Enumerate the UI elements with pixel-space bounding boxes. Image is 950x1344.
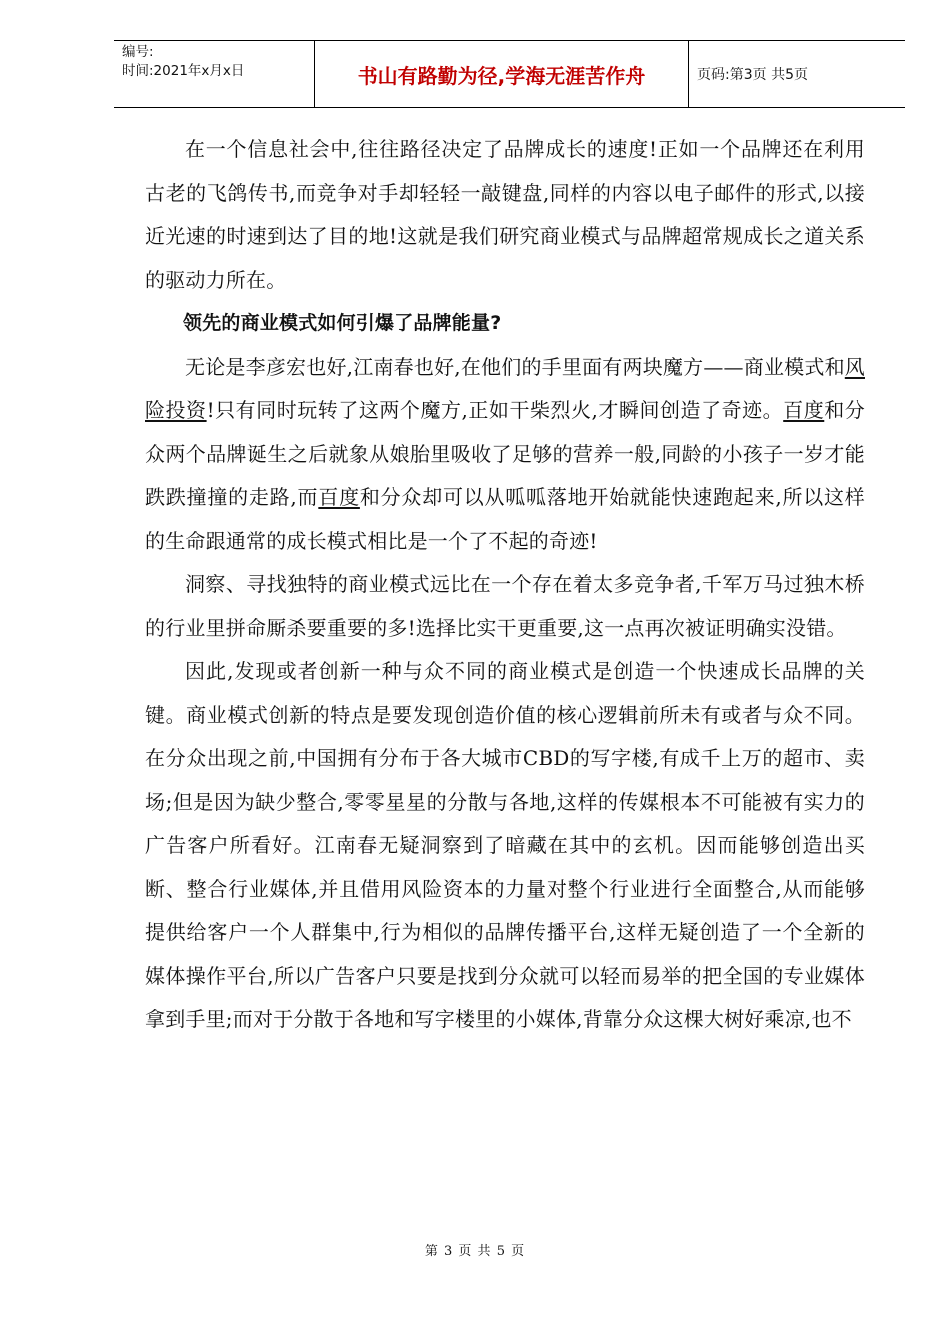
link-venture-capital[interactable]: 风险投资 (145, 354, 865, 422)
paragraph-2-text-b: !只有同时玩转了这两个魔方,正如干柴烈火,才瞬间创造了奇迹。 (206, 398, 784, 422)
paragraph-2-text-d: 和分众却可以从呱呱落地开始就能快速跑起来,所以这样的生命跟通常的成长模式相比是一个了不起的奇迹! (145, 485, 865, 553)
footer-page-number: 第 3 页 共 5 页 (424, 1244, 526, 1259)
section-heading: 领先的商业模式如何引爆了品牌能量? (183, 312, 502, 334)
page-footer (0, 1240, 950, 1259)
motto-text: 书山有路勤为径,学海无涯苦作舟 (357, 63, 646, 88)
document-body (145, 128, 865, 1042)
header-info-cell (114, 41, 315, 107)
paragraph-1: 在一个信息社会中,往往路径决定了品牌成长的速度!正如一个品牌还在利用古老的飞鸽传书,而竞争对手却轻轻一敲键盘,同样的内容以电子邮件的形式,以接近光速的时速到达了目的地!这就是我们研究商业模式与品牌超常规成长之道关系的驱动力所在。 (145, 137, 865, 292)
page-label: 页码:第3页 共5页 (697, 67, 808, 83)
header-motto-cell (315, 41, 689, 107)
paragraph-2-text-c: 和分众两个品牌诞生之后就象从娘胎里吸收了足够的营养一般,同龄的小孩子一岁才能跌跌撞撞的走路,而 (145, 398, 865, 509)
header-page-cell (689, 41, 905, 107)
number-label: 编号: (122, 44, 154, 60)
paragraph-2 (145, 346, 865, 564)
time-label: 时间:2021年x月x日 (122, 63, 245, 79)
link-baidu-2[interactable]: 百度 (318, 485, 360, 509)
header-table (114, 40, 905, 108)
link-baidu-1[interactable]: 百度 (783, 398, 825, 422)
paragraph-2-text-a: 无论是李彦宏也好,江南春也好,在他们的手里面有两块魔方——商业模式和 (185, 354, 845, 379)
paragraph-3: 洞察、寻找独特的商业模式远比在一个存在着太多竞争者,千军万马过独木桥的行业里拼命厮杀要重要的多!选择比实干更重要,这一点再次被证明确实没错。 (145, 572, 865, 640)
paragraph-4: 因此,发现或者创新一种与众不同的商业模式是创造一个快速成长品牌的关键。商业模式创新的特点是要发现创造价值的核心逻辑前所未有或者与众不同。在分众出现之前,中国拥有分布于各大城市CBD的写字楼,有成千上万的超市、卖场;但是因为缺少整合,零零星星的分散与各地,这样的传媒根本不可能被有实力的广告客户所看好。江南春无疑洞察到了暗藏在其中的玄机。因而能够创造出买断、整合行业媒体,并且借用风险资本的力量对整个行业进行全面整合,从而能够提供给客户一个人群集中,行为相似的品牌传播平台,这样无疑创造了一个全新的媒体操作平台,所以广告客户只要是找到分众就可以轻而易举的把全国的专业媒体拿到手里;而对于分散于各地和写字楼里的小媒体,背靠分众这棵大树好乘凉,也不 (145, 659, 865, 1031)
